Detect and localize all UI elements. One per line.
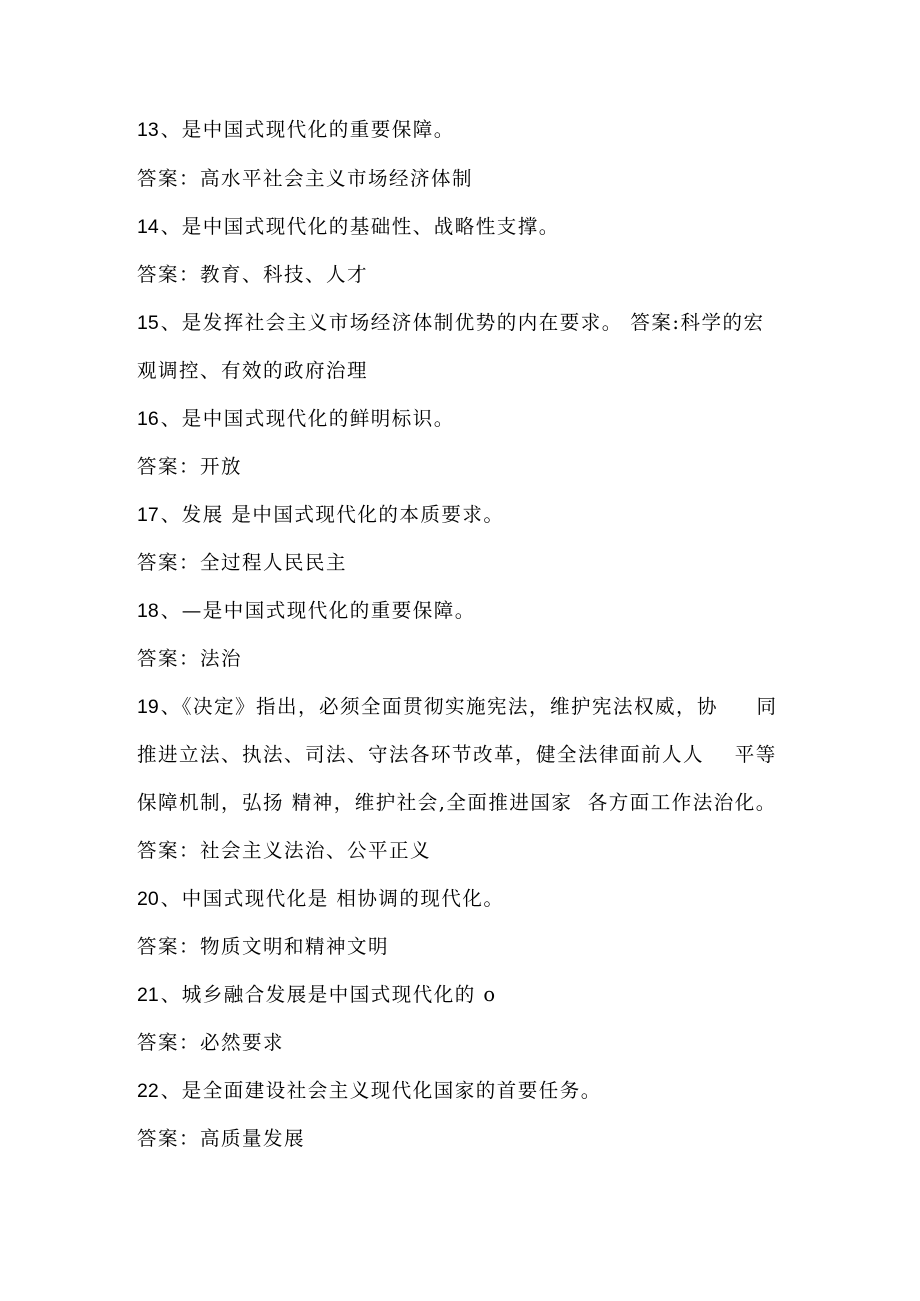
answer-20	[137, 934, 389, 960]
answer-13	[137, 166, 473, 192]
question-21	[137, 982, 497, 1008]
question-text: 、城乡融合发展是中国式现代化的 o	[160, 983, 497, 1006]
question-number: 21	[137, 984, 159, 1006]
question-19	[137, 694, 777, 720]
question-13	[137, 117, 455, 143]
question-text: 、是中国式现代化的鲜明标识。	[160, 407, 455, 430]
question-text: 保障机制，弘扬 精神，维护社会,全面推进国家 各方面工作法治化。	[137, 791, 777, 814]
question-14	[137, 214, 560, 240]
question-17	[137, 502, 504, 528]
question-22	[137, 1078, 602, 1104]
question-number: 14	[137, 216, 159, 238]
question-number: 13	[137, 119, 159, 141]
answer-16	[137, 454, 242, 480]
question-number: 19	[137, 696, 159, 718]
question-15-continued	[137, 358, 368, 384]
question-text: 、是中国式现代化的基础性、战略性支撑。	[160, 215, 560, 238]
answer-text: 答案：物质文明和精神文明	[137, 935, 390, 958]
answer-22	[137, 1126, 305, 1152]
question-text: 、《决定》指出，必须全面贯彻实施宪法，维护宪法权威，协 同	[160, 695, 778, 718]
question-number: 17	[137, 504, 159, 526]
answer-text: 答案：全过程人民民主	[137, 551, 348, 574]
answer-text: 答案：高质量发展	[137, 1127, 306, 1150]
question-number: 20	[137, 888, 159, 910]
question-18	[137, 598, 476, 624]
answer-text: 答案：开放	[137, 455, 243, 478]
answer-18	[137, 646, 242, 672]
question-19-line-2	[137, 742, 777, 768]
question-text: 、中国式现代化是 相协调的现代化。	[160, 887, 505, 910]
answer-21	[137, 1030, 284, 1056]
question-number: 22	[137, 1080, 159, 1102]
question-number: 18	[137, 600, 159, 622]
answer-text: 答案：必然要求	[137, 1031, 285, 1054]
question-text: 、是全面建设社会主义现代化国家的首要任务。	[160, 1079, 602, 1102]
question-text: 、是中国式现代化的重要保障。	[160, 118, 455, 141]
question-20	[137, 886, 504, 912]
question-text: 、是发挥社会主义市场经济体制优势的内在要求。 答案:科学的宏	[160, 311, 765, 334]
question-text: 推进立法、执法、司法、守法各环节改革，健全法律面前人人 平等	[137, 743, 777, 766]
question-text: 、—是中国式现代化的重要保障。	[160, 599, 476, 622]
answer-text: 答案：社会主义法治、公平正义	[137, 839, 432, 862]
answer-text: 观调控、有效的政府治理	[137, 359, 369, 382]
question-15	[137, 310, 764, 336]
answer-19	[137, 838, 431, 864]
answer-text: 答案：高水平社会主义市场经济体制	[137, 167, 474, 190]
answer-14	[137, 262, 368, 288]
answer-text: 答案：法治	[137, 647, 243, 670]
question-number: 16	[137, 408, 159, 430]
question-16	[137, 406, 455, 432]
question-19-line-3	[137, 790, 777, 816]
question-text: 、发展 是中国式现代化的本质要求。	[160, 503, 505, 526]
answer-17	[137, 550, 347, 576]
question-number: 15	[137, 312, 159, 334]
answer-text: 答案：教育、科技、人才	[137, 263, 369, 286]
